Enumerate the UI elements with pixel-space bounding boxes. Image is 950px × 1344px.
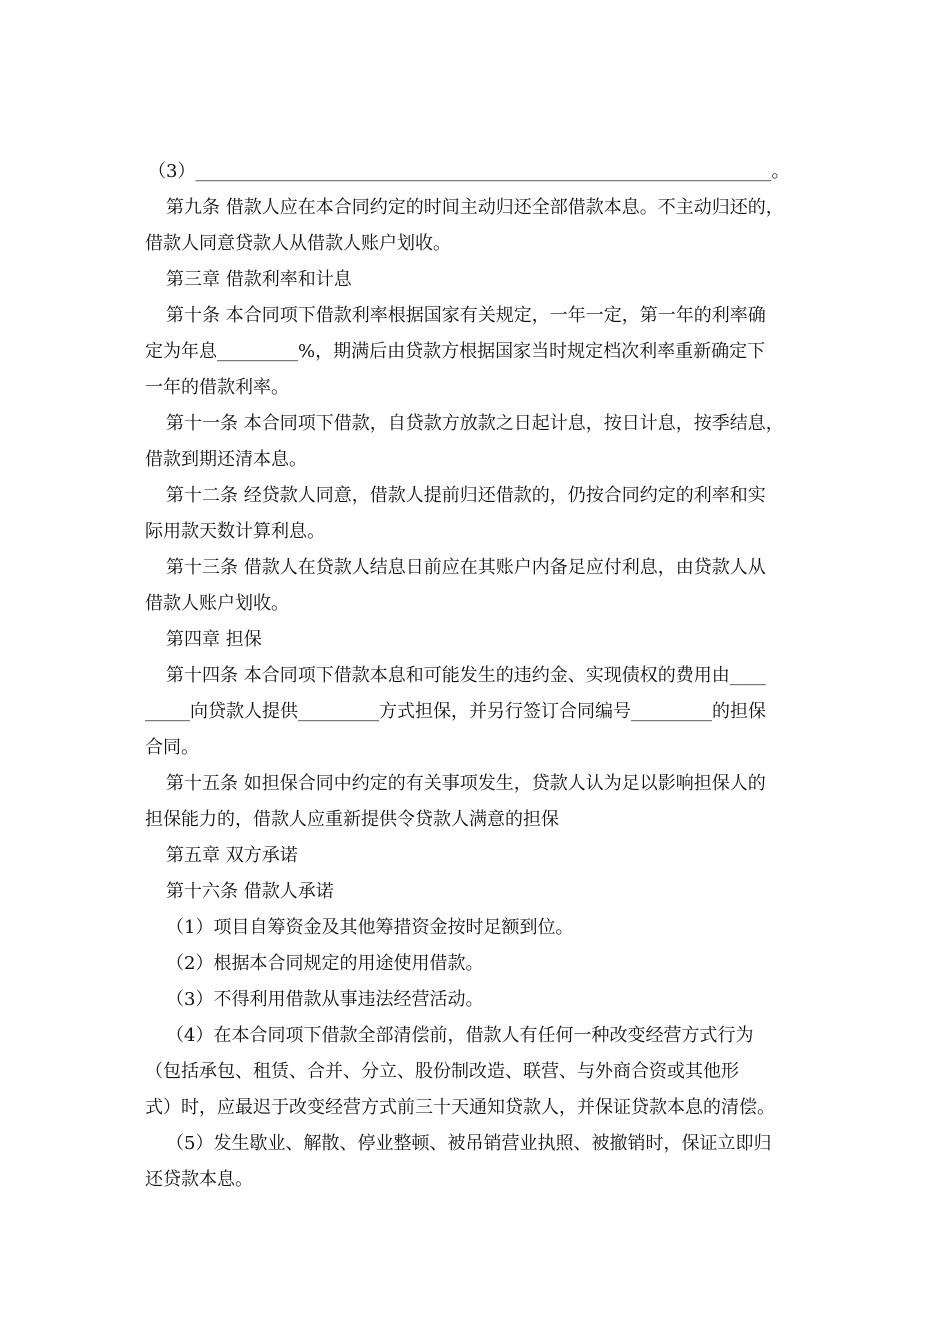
article-15-line-1: 第十五条 如担保合同中约定的有关事项发生，贷款人认为足以影响担保人的 xyxy=(166,773,766,794)
promise-item-4-line-2: （包括承包、租赁、合并、分立、股份制改造、联营、与外商合资或其他形 xyxy=(145,1061,739,1082)
article-9-line-1: 第九条 借款人应在本合同约定的时间主动归还全部借款本息。不主动归还的， xyxy=(166,197,784,218)
blank-item-3-line: （3）________________________________________________________________。 xyxy=(148,161,790,182)
promise-item-1: （1）项目自筹资金及其他筹措资金按时足额到位。 xyxy=(166,917,574,938)
article-15-line-2: 担保能力的，借款人应重新提供令贷款人满意的担保 xyxy=(145,809,559,830)
promise-item-4-line-1: （4）在本合同项下借款全部清偿前，借款人有任何一种改变经营方式行为 xyxy=(166,1025,754,1046)
chapter-5-heading: 第五章 双方承诺 xyxy=(166,845,298,866)
article-14-line-2: _____向贷款人提供_________方式担保，并另行签订合同编号_________的担保 xyxy=(145,701,766,722)
promise-item-5-line-2: 还贷款本息。 xyxy=(145,1169,253,1190)
promise-item-4-line-3: 式）时，应最迟于改变经营方式前三十天通知贷款人，并保证贷款本息的清偿。 xyxy=(145,1097,775,1118)
article-14-line-3: 合同。 xyxy=(145,737,199,758)
chapter-4-heading: 第四章 担保 xyxy=(166,629,262,650)
article-16-heading: 第十六条 借款人承诺 xyxy=(166,881,334,902)
article-11-line-1: 第十一条 本合同项下借款，自贷款方放款之日起计息，按日计息，按季结息， xyxy=(166,413,784,434)
promise-item-2: （2）根据本合同规定的用途使用借款。 xyxy=(166,953,484,974)
promise-item-3: （3）不得利用借款从事违法经营活动。 xyxy=(166,989,484,1010)
article-14-line-1: 第十四条 本合同项下借款本息和可能发生的违约金、实现债权的费用由____ xyxy=(166,665,766,686)
article-12-line-2: 际用款天数计算利息。 xyxy=(145,521,325,542)
article-10-line-3: 一年的借款利率。 xyxy=(145,377,289,398)
article-13-line-2: 借款人账户划收。 xyxy=(145,593,289,614)
article-12-line-1: 第十二条 经贷款人同意，借款人提前归还借款的，仍按合同约定的利率和实 xyxy=(166,485,766,506)
article-9-line-2: 借款人同意贷款人从借款人账户划收。 xyxy=(145,233,451,254)
article-10-line-2: 定为年息_________%，期满后由贷款方根据国家当时规定档次利率重新确定下 xyxy=(145,341,766,362)
article-10-line-1: 第十条 本合同项下借款利率根据国家有关规定，一年一定，第一年的利率确 xyxy=(166,305,766,326)
promise-item-5-line-1: （5）发生歇业、解散、停业整顿、被吊销营业执照、被撤销时，保证立即归 xyxy=(166,1133,772,1154)
article-11-line-2: 借款到期还清本息。 xyxy=(145,449,307,470)
article-13-line-1: 第十三条 借款人在贷款人结息日前应在其账户内备足应付利息，由贷款人从 xyxy=(166,557,766,578)
chapter-3-heading: 第三章 借款利率和计息 xyxy=(166,269,352,290)
